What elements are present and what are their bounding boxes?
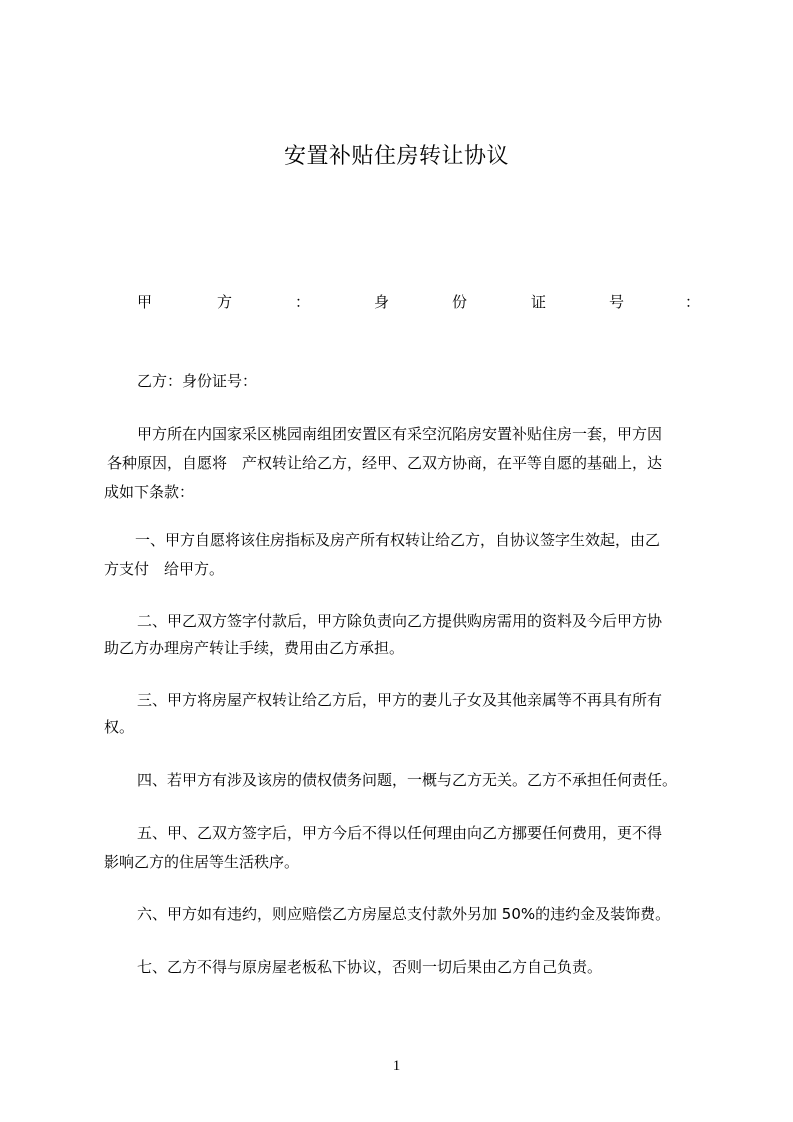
- party-a-char: 身: [374, 293, 390, 311]
- clause-2-line: 助乙方办理房产转让手续，费用由乙方承担。: [104, 639, 405, 657]
- clause-3-line: 权。: [104, 718, 135, 736]
- party-a-char: 证: [531, 293, 547, 311]
- party-a-char: 甲: [137, 293, 153, 311]
- party-a-char: ：: [295, 293, 311, 311]
- party-a-char: 方: [217, 293, 233, 311]
- clause-7-line: 七、乙方不得与原房屋老板私下协议，否则一切后果由乙方自己负责。: [137, 958, 603, 976]
- clause-2-line: 二、甲乙双方签字付款后，甲方除负责向乙方提供购房需用的资料及今后甲方协: [137, 612, 663, 630]
- clause-5-line: 五、甲、乙双方签字后，甲方今后不得以任何理由向乙方挪要任何费用，更不得: [137, 824, 663, 842]
- document-title: 安置补贴住房转让协议: [283, 144, 509, 169]
- clause-6-line: 六、甲方如有违约，则应赔偿乙方房屋总支付款外另加 50%的违约金及装饰费。: [137, 905, 671, 923]
- clause-1-line: 方支付 给甲方。: [104, 560, 225, 578]
- page-number: 1: [392, 1058, 401, 1074]
- party-a-char: ：: [685, 293, 701, 311]
- intro-paragraph-line: 甲方所在内国家采区桃园南组团安置区有采空沉陷房安置补贴住房一套，甲方因: [137, 425, 663, 443]
- party-a-char: 份: [452, 293, 468, 311]
- clause-3-line: 三、甲方将房屋产权转让给乙方后，甲方的妻儿子女及其他亲属等不再具有所有: [137, 691, 663, 709]
- intro-paragraph-line: 各种原因，自愿将 产权转让给乙方，经甲、乙双方协商，在平等自愿的基础上，达: [107, 454, 663, 472]
- clause-4-line: 四、若甲方有涉及该房的债权债务问题，一概与乙方无关。乙方不承担任何责任。: [137, 771, 678, 789]
- party-a-line: [137, 291, 701, 313]
- clause-1-line: 一、甲方自愿将该住房指标及房产所有权转让给乙方，自协议签字生效起，由乙: [135, 531, 661, 549]
- clause-5-line: 影响乙方的住居等生活秩序。: [104, 853, 300, 871]
- party-b-line: 乙方：身份证号：: [137, 372, 258, 390]
- party-a-char: 号: [609, 293, 625, 311]
- intro-paragraph-line: 成如下条款：: [104, 483, 195, 501]
